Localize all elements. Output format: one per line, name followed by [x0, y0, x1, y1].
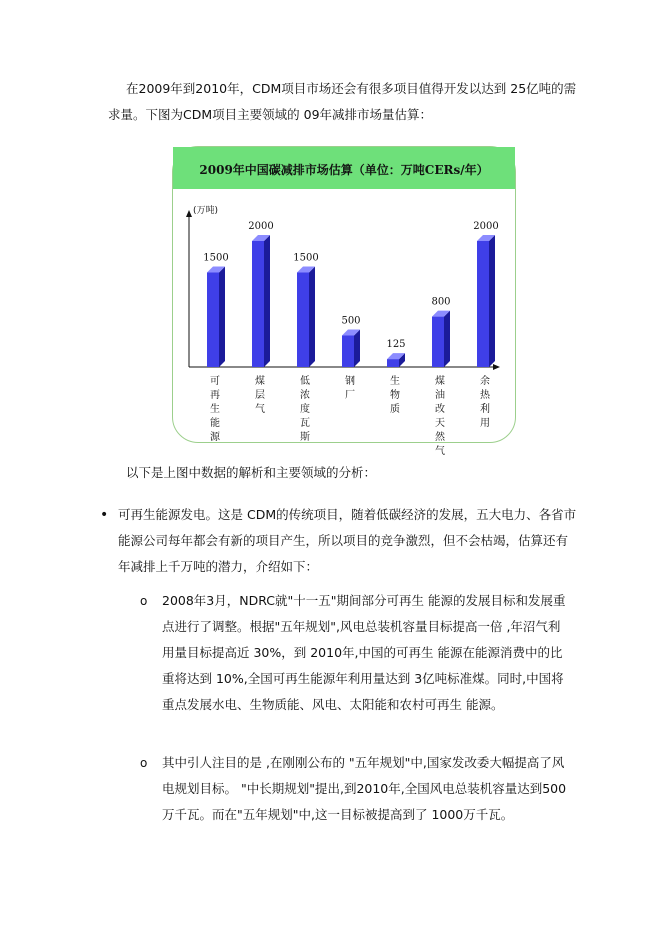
data-label: 2000 — [248, 221, 274, 232]
category-label: 厂 — [345, 390, 355, 401]
category-label: 斯 — [300, 432, 310, 443]
bar-side — [219, 267, 225, 368]
chart-panel — [172, 146, 516, 457]
bar-side — [264, 235, 270, 367]
bar — [432, 317, 444, 367]
category-label: 源 — [210, 432, 220, 443]
data-label: 1500 — [293, 252, 319, 264]
category-label: 物 — [390, 390, 400, 401]
bullet-renewable-energy: 可再生能源发电。这是 CDM的传统项目，随着低碳经济的发展，五大电力、各省市能源公司每年都会有新的项目产生，所以项目的竞争激烈，但不会枯竭，估算还有年减排上千万吨的潜力，介绍如下： — [118, 507, 577, 574]
bar — [387, 359, 399, 367]
bar-side — [444, 311, 450, 367]
category-label: 浓 — [300, 390, 310, 401]
category-label: 层 — [255, 390, 265, 401]
bar-side — [489, 235, 495, 367]
category-label: 气 — [255, 404, 265, 415]
category-label: 利 — [480, 404, 490, 415]
category-label: 质 — [390, 404, 400, 415]
category-label: 可 — [210, 376, 220, 387]
category-label: 瓦 — [300, 418, 310, 429]
category-label: 钢 — [345, 376, 355, 387]
category-label: 热 — [480, 390, 490, 401]
category-label: 生 — [210, 404, 220, 415]
category-label: 煤 — [255, 376, 265, 387]
category-label: 煤 — [435, 376, 445, 387]
category-label: 气 — [435, 446, 445, 457]
data-label: 2000 — [473, 221, 499, 232]
category-label: 油 — [435, 390, 445, 401]
chart-title: 2009年中国碳减排市场估算（单位：万吨CERs/年） — [199, 163, 489, 177]
category-label: 改 — [435, 404, 445, 415]
y-axis-arrow — [186, 210, 192, 217]
intro-paragraph: 在2009年到2010年，CDM项目市场还会有很多项目值得开发以达到 25亿吨的需求量。下图为CDM项目主要领域的 09年减排市场量估算： — [108, 81, 577, 122]
data-label: 500 — [341, 315, 361, 327]
bar — [252, 241, 264, 367]
sub-item-2008-adjustment: 2008年3月，NDRC就"十一五"期间部分可再生 能源的发展目标和发展重点进行了调整。根据"五年规划",风电总装机容量目标提高一倍 ,年沼气利用量目标提高近 30%，到 2010年,中国的可再生 能源在能源消费中的比重将达到 10%,全国可再生能源年利用量达到 3亿吨标准煤。同时,中国将重点发展水电、生物质能、风电、太阳能和农村可再生 能源。 — [162, 593, 566, 712]
x-axis-arrow — [493, 364, 500, 370]
category-label: 用 — [480, 418, 490, 429]
category-label: 天 — [435, 418, 445, 429]
category-label: 生 — [390, 376, 400, 387]
analysis-intro: 以下是上图中数据的解析和主要领域的分析： — [126, 465, 377, 480]
bar-side — [354, 330, 360, 368]
category-label: 然 — [435, 432, 445, 443]
category-label: 余 — [480, 376, 490, 387]
bar — [342, 336, 354, 368]
bullet-marker: • — [100, 507, 109, 523]
bar — [207, 273, 219, 368]
category-label: 低 — [300, 376, 310, 387]
bar-chart — [173, 147, 515, 457]
data-label: 125 — [386, 339, 406, 351]
sub-bullet-marker: o — [140, 594, 148, 608]
category-label: 再 — [210, 390, 220, 401]
bar-side — [309, 267, 315, 368]
sub-item-wind-target: 其中引人注目的是 ,在刚刚公布的 "五年规划"中,国家发改委大幅提高了风电规划目标。 "中长期规划"提出,到2010年,全国风电总装机容量达到500万千瓦。而在"五年规划"中,这一目标被提高到了 1000万千瓦。 — [162, 755, 567, 822]
bar — [297, 273, 309, 368]
data-label: 800 — [431, 296, 451, 308]
bar — [477, 241, 489, 367]
sub-bullet-marker: o — [140, 756, 148, 770]
category-label: 能 — [210, 418, 220, 429]
data-label: 1500 — [203, 252, 229, 264]
chart-y-axis-label: (万吨) — [193, 206, 219, 216]
category-label: 度 — [300, 404, 310, 415]
